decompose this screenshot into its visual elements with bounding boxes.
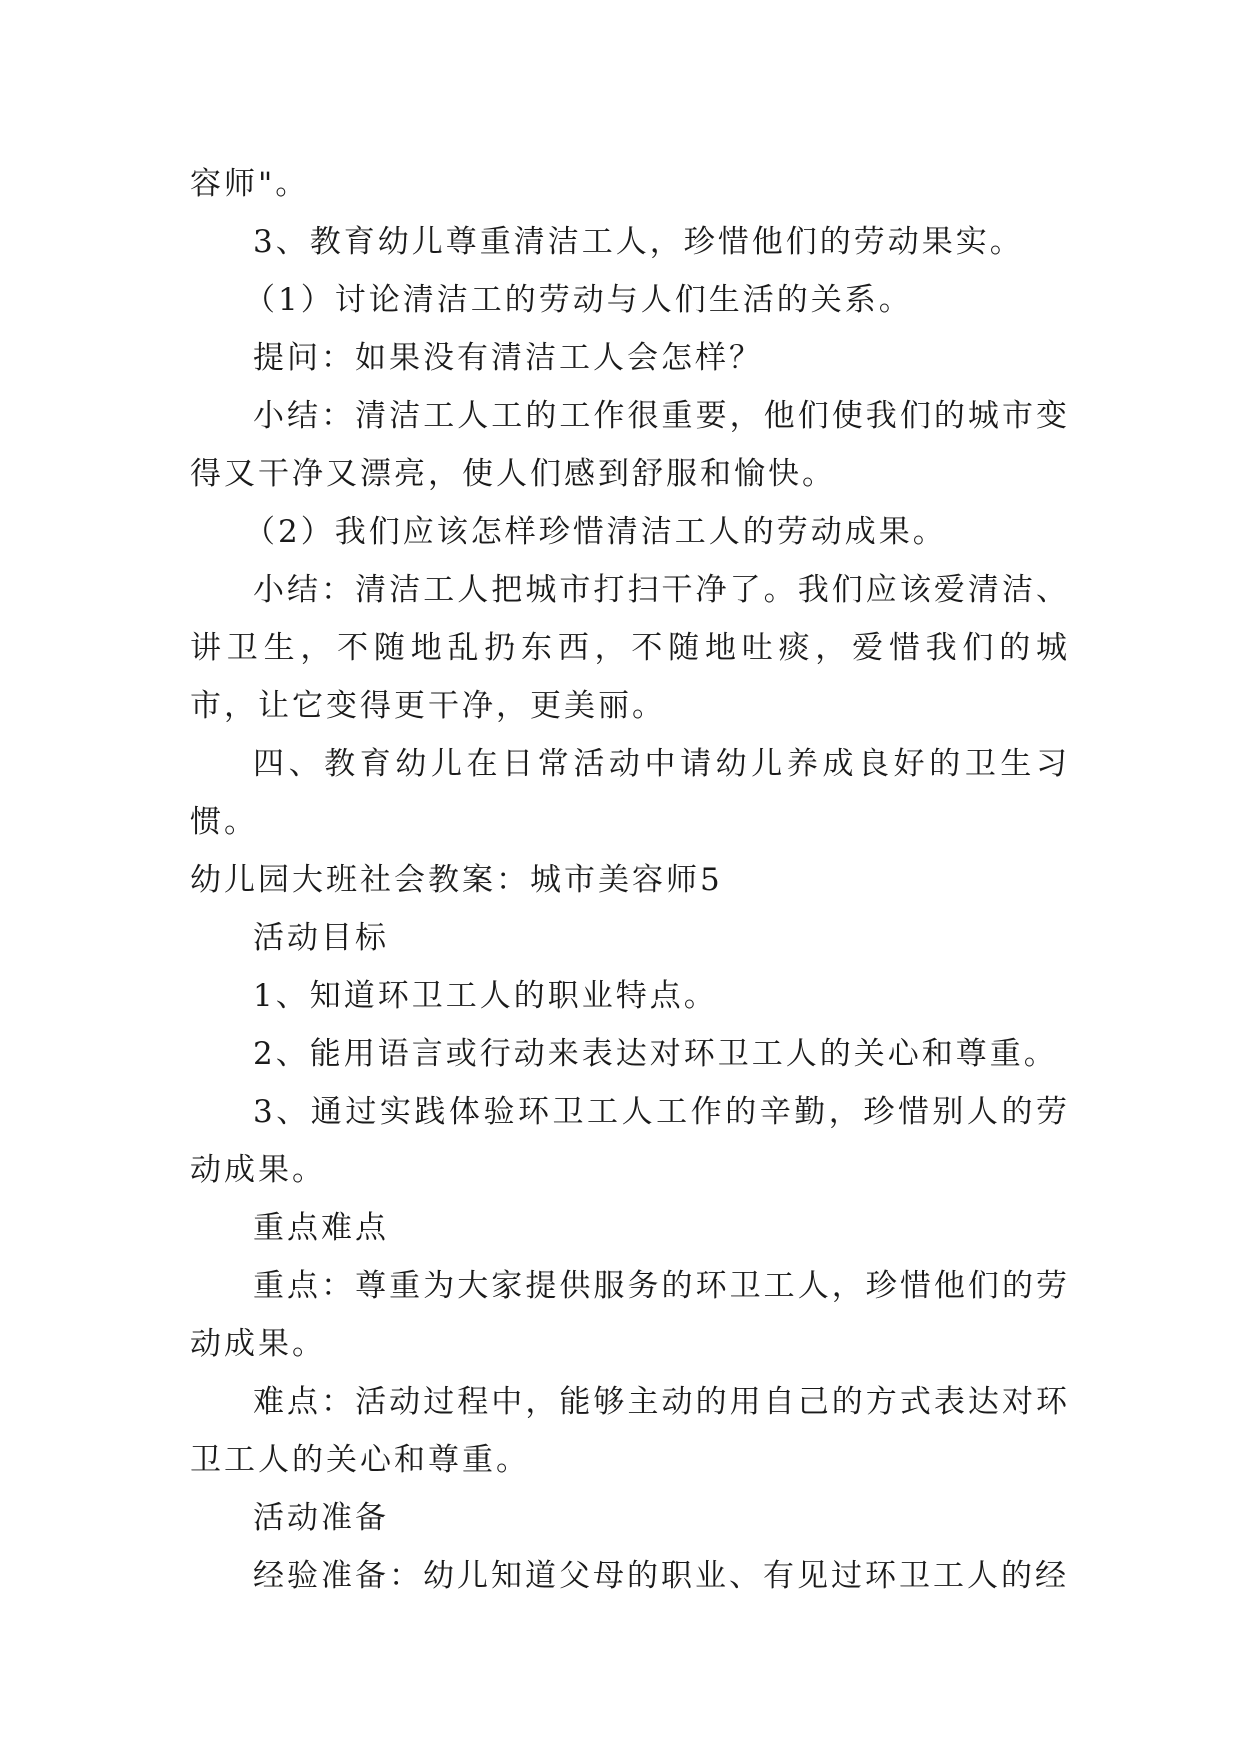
- paragraph-continuation: 容师"。: [190, 166, 310, 202]
- heading-key-difficulties: 重点难点: [253, 1210, 389, 1246]
- goal-item-1: 1、知道环卫工人的职业特点。: [253, 978, 718, 1014]
- paragraph-summary-2: 小结：清洁工人把城市打扫干净了。我们应该爱清洁、讲卫生，不随地乱扔东西，不随地吐痰，爱惜我们的城市，让它变得更干净，更美丽。: [190, 572, 1070, 724]
- paragraph-experience-preparation: 经验准备：幼儿知道父母的职业、有见过环卫工人的经: [253, 1558, 1069, 1594]
- lesson-title: 幼儿园大班社会教案：城市美容师5: [190, 862, 723, 898]
- paragraph-subitem-1: （1）讨论清洁工的劳动与人们生活的关系。: [244, 282, 913, 318]
- paragraph-summary-1: 小结：清洁工人工的工作很重要，他们使我们的城市变得又干净又漂亮，使人们感到舒服和愉快。: [190, 398, 1070, 492]
- goal-item-2: 2、能用语言或行动来表达对环卫工人的关心和尊重。: [253, 1036, 1058, 1072]
- paragraph-difficulty: 难点：活动过程中，能够主动的用自己的方式表达对环卫工人的关心和尊重。: [190, 1384, 1070, 1478]
- document-body: [190, 155, 1070, 1605]
- heading-activity-goals: 活动目标: [253, 920, 389, 956]
- paragraph-subitem-2: （2）我们应该怎样珍惜清洁工人的劳动成果。: [244, 514, 947, 550]
- paragraph-item-3: 3、教育幼儿尊重清洁工人，珍惜他们的劳动果实。: [253, 224, 1024, 260]
- goal-item-3: 3、通过实践体验环卫工人工作的辛勤，珍惜别人的劳动成果。: [190, 1094, 1070, 1188]
- paragraph-question: 提问：如果没有清洁工人会怎样？: [253, 340, 763, 376]
- heading-activity-preparation: 活动准备: [253, 1500, 389, 1536]
- paragraph-section-4: 四、教育幼儿在日常活动中请幼儿养成良好的卫生习惯。: [190, 746, 1070, 840]
- paragraph-key-point: 重点：尊重为大家提供服务的环卫工人，珍惜他们的劳动成果。: [190, 1268, 1070, 1362]
